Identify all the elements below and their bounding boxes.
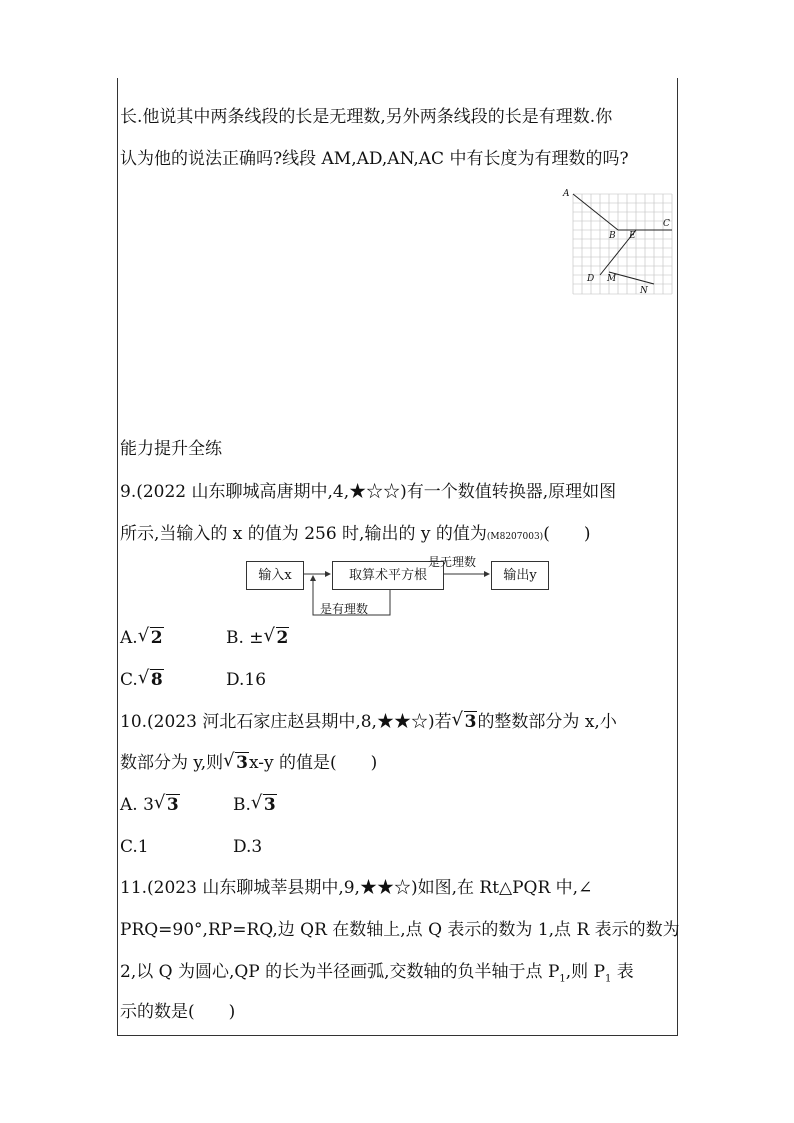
sqrt-icon [139, 669, 164, 691]
intro-line-1: 长.他说其中两条线段的长是无理数,另外两条线段的长是有理数.你 [120, 107, 613, 127]
q10-line-1-radicand: 3 [464, 712, 477, 732]
q11-line-3 [120, 961, 634, 990]
q9-option-b [226, 627, 289, 649]
grid-label-b: B [609, 231, 616, 241]
q10-option-c: C.1 [120, 837, 149, 857]
sqrt-icon [224, 752, 249, 774]
q11-line-3-b: ,则 P [565, 962, 606, 982]
q11-line-2: PRQ=90°,RP=RQ,边 QR 在数轴上,点 Q 表示的数为 1,点 R 表示的数为 [120, 920, 680, 940]
q9-line-2-text: 所示,当输入的 x 的值为 256 时,输出的 y 的值为 [120, 524, 487, 544]
sqrt-icon [453, 711, 478, 733]
q9-option-d: D.16 [226, 670, 267, 690]
q10-option-a [120, 794, 180, 816]
q11-subscript-1: 1 [559, 973, 566, 985]
q9-line-1: 9.(2022 山东聊城高唐期中,4,★☆☆)有一个数值转换器,原理如图 [120, 482, 617, 502]
grid-label-c: C [663, 219, 670, 229]
q10-option-b-label: B. [233, 795, 251, 815]
sqrt-icon [155, 794, 180, 816]
q10-line-2 [120, 752, 377, 774]
q10-option-b-radicand: 3 [263, 795, 276, 815]
q11-line-4: 示的数是( ) [120, 1002, 236, 1022]
q9-code: (M8207003) [486, 532, 544, 542]
sqrt-icon [265, 627, 290, 649]
flow-arrows [240, 553, 560, 619]
sqrt-icon [139, 627, 164, 649]
q11-subscript-2: 1 [605, 973, 612, 985]
q9-option-b-radicand: 2 [276, 628, 289, 648]
grid-label-a: A [563, 189, 570, 199]
grid-figure [560, 184, 676, 300]
q9-option-c-radicand: 8 [150, 670, 163, 690]
q9-flow-diagram [240, 553, 560, 619]
q9-bracket: ( ) [543, 524, 591, 544]
q9-option-a [120, 627, 164, 649]
q11-line-1: 11.(2023 山东聊城莘县期中,9,★★☆)如图,在 Rt△PQR 中,∠ [120, 878, 593, 898]
flow-process-box: 取算术平方根 [332, 561, 444, 590]
q9-option-c-label: C. [120, 670, 138, 690]
q10-line-1 [120, 711, 617, 733]
q11-line-3-c: 表 [611, 962, 634, 982]
q9-option-c [120, 669, 164, 691]
q10-option-d: D.3 [233, 837, 263, 857]
q10-option-a-label: A. 3 [120, 795, 154, 815]
flow-output-box: 输出y [491, 561, 549, 590]
intro-line-2: 认为他的说法正确吗?线段 AM,AD,AN,AC 中有长度为有理数的吗? [120, 149, 629, 169]
sqrt-icon [252, 794, 277, 816]
q10-option-a-radicand: 3 [166, 795, 179, 815]
grid-label-d: D [587, 274, 595, 284]
q10-line-2-a: 数部分为 y,则 [120, 753, 224, 773]
flow-input-box: 输入x [246, 561, 304, 590]
section-title: 能力提升全练 [120, 439, 222, 459]
q9-line-2 [120, 523, 590, 548]
grid-label-n: N [640, 286, 648, 296]
grid-label-e: E [629, 231, 636, 241]
flow-label-irrational: 是无理数 [428, 555, 477, 569]
q10-line-1-a: 10.(2023 河北石家庄赵县期中,8,★★☆)若 [120, 712, 452, 732]
q10-line-2-radicand: 3 [236, 753, 248, 773]
q9-option-a-label: A. [120, 628, 138, 648]
q10-line-2-b: x-y 的值是( ) [249, 753, 378, 773]
q10-line-1-b: 的整数部分为 x,小 [477, 712, 617, 732]
flow-label-rational: 是有理数 [320, 602, 369, 616]
grid-label-m: M [607, 274, 617, 284]
q10-option-b [233, 794, 277, 816]
q11-line-3-a: 2,以 Q 为圆心,QP 的长为半径画弧,交数轴的负半轴于点 P [120, 962, 560, 982]
q9-option-a-radicand: 2 [150, 628, 163, 648]
q9-option-b-label: B. ± [226, 628, 264, 648]
